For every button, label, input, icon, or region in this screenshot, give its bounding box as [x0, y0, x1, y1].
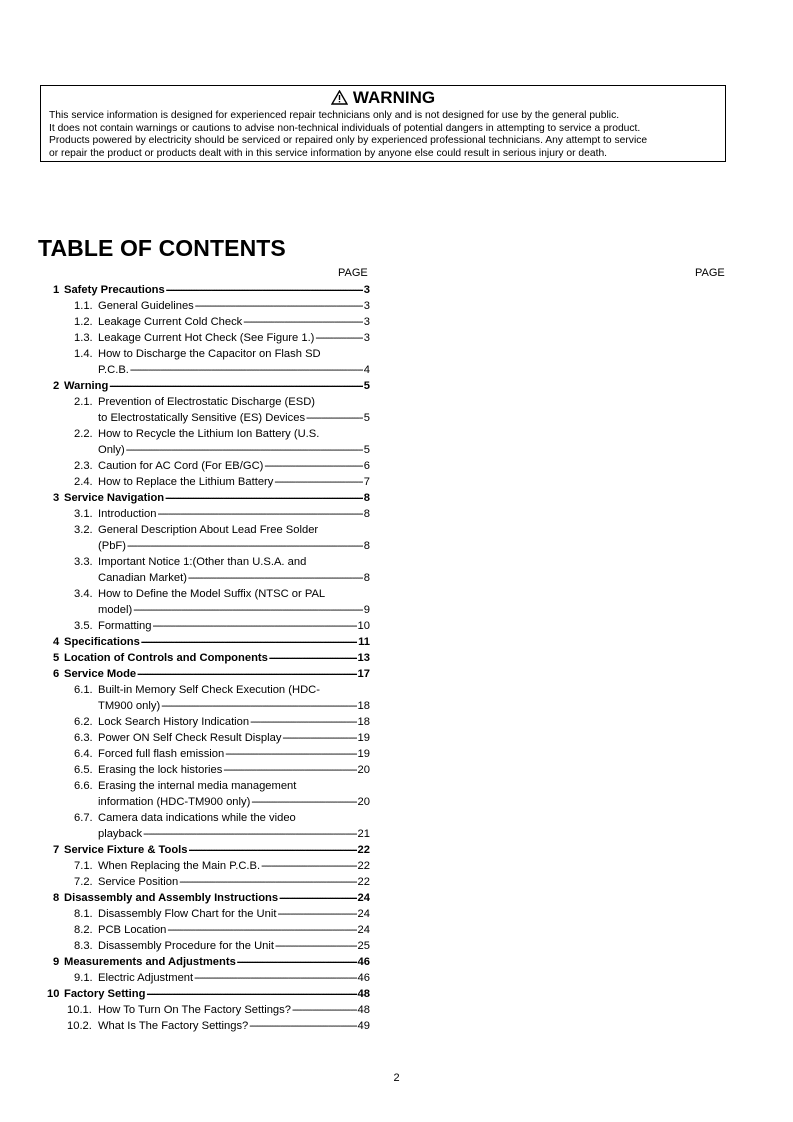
toc-entry-continuation[interactable]	[98, 698, 370, 714]
warning-triangle-icon	[331, 90, 348, 105]
toc-entry-page: 8	[363, 508, 370, 520]
toc-entry[interactable]	[74, 714, 370, 730]
toc-entry[interactable]	[67, 1002, 370, 1018]
dot-leader	[275, 938, 357, 954]
toc-entry-page: 20	[357, 796, 370, 808]
toc-entry[interactable]	[74, 762, 370, 778]
warning-line: This service information is designed for experienced repair technicians only and is not designed for use by the general public.	[49, 110, 620, 121]
toc-entry[interactable]	[74, 346, 370, 362]
toc-entry-title: Disassembly Flow Chart for the Unit	[98, 908, 277, 920]
toc-entry[interactable]	[53, 954, 370, 970]
toc-entry-title: Disassembly and Assembly Instructions	[64, 892, 279, 904]
toc-entry-continuation[interactable]	[98, 538, 370, 554]
toc-entry-number: 2	[53, 380, 60, 392]
toc-entry-title: How to Discharge the Capacitor on Flash SD	[98, 348, 321, 360]
toc-entry[interactable]	[74, 314, 370, 330]
toc-entry-number: 6.1.	[74, 684, 93, 696]
dot-leader	[274, 474, 362, 490]
dot-leader	[251, 794, 356, 810]
toc-entry[interactable]	[74, 858, 370, 874]
toc-entry-page: 3	[363, 300, 370, 312]
toc-entry-continuation[interactable]	[98, 794, 370, 810]
toc-entry-continuation[interactable]	[98, 826, 370, 842]
toc-entry[interactable]	[74, 778, 370, 794]
warning-heading	[41, 88, 725, 108]
toc-entry-continuation[interactable]	[98, 362, 370, 378]
warning-title: WARNING	[352, 88, 436, 107]
toc-entry-title-cont: Only)	[98, 444, 125, 456]
warning-line: Products powered by electricity should be serviced or repaired only by experienced professional technicians. Any attempt to service	[49, 135, 648, 147]
toc-entry-title: How to Define the Model Suffix (NTSC or PAL	[98, 588, 326, 600]
toc-entry-title: How to Recycle the Lithium Ion Battery (U.S.	[98, 428, 320, 440]
toc-entry[interactable]	[47, 986, 370, 1002]
toc-entry-page: 49	[357, 1020, 370, 1032]
toc-entry-page: 22	[357, 844, 370, 856]
toc-entry-page: 48	[357, 1004, 370, 1016]
toc-entry-title: Formatting	[98, 620, 152, 632]
toc-entry-title: Factory Setting	[64, 988, 146, 1000]
page-number: 2	[393, 1072, 400, 1084]
toc-entry-number: 3.1.	[74, 508, 93, 520]
toc-entry-title: Erasing the internal media management	[98, 780, 297, 792]
toc-entry-page: 5	[363, 412, 370, 424]
toc-entry-number: 8.2.	[74, 924, 93, 936]
toc-entry-page: 22	[357, 860, 370, 872]
toc-entry-number: 9	[53, 956, 60, 968]
dot-leader	[161, 698, 356, 714]
toc-entry-page: 17	[357, 668, 370, 680]
toc-entry-number: 6.5.	[74, 764, 93, 776]
toc-entry-page: 19	[357, 748, 370, 760]
toc-entry-number: 10	[47, 988, 60, 1000]
toc-entry-title-cont: (PbF)	[98, 540, 126, 552]
toc-entry[interactable]	[53, 490, 370, 506]
toc-entry-title: What Is The Factory Settings?	[98, 1020, 249, 1032]
toc-entry[interactable]	[74, 298, 370, 314]
toc-entry-title: Leakage Current Cold Check	[98, 316, 243, 328]
toc-entry-page: 5	[363, 444, 370, 456]
toc-entry-title: Service Mode	[64, 668, 137, 680]
toc-entry-title: Power ON Self Check Result Display	[98, 732, 282, 744]
toc-entry-page: 3	[363, 332, 370, 344]
dot-leader	[261, 858, 356, 874]
toc-entry[interactable]	[74, 426, 370, 442]
toc-entry-title: Caution for AC Cord (For EB/GC)	[98, 460, 264, 472]
toc-entry-page: 4	[363, 364, 370, 376]
toc-entry-title: Disassembly Procedure for the Unit	[98, 940, 274, 952]
toc-entry[interactable]	[74, 394, 370, 410]
toc-entry-page: 48	[357, 988, 370, 1000]
toc-entry-number: 9.1.	[74, 972, 93, 984]
dot-leader	[279, 890, 356, 906]
toc-entry-title: Important Notice 1:(Other than U.S.A. and	[98, 556, 307, 568]
toc-entry-title: Location of Controls and Components	[64, 652, 268, 664]
dot-leader	[167, 922, 356, 938]
toc-entry-title: Service Fixture & Tools	[64, 844, 188, 856]
toc-entry-title: Specifications	[64, 636, 140, 648]
dot-leader	[157, 506, 362, 522]
warning-box	[40, 85, 726, 162]
toc-entry-page: 11	[358, 636, 370, 648]
dot-leader	[152, 618, 356, 634]
toc-entry-title: When Replacing the Main P.C.B.	[98, 860, 261, 872]
toc-entry-title: Safety Precautions	[64, 284, 165, 296]
toc-entry-title: Introduction	[98, 508, 157, 520]
toc-entry[interactable]	[74, 938, 370, 954]
dot-leader	[195, 298, 363, 314]
dot-leader	[194, 970, 356, 986]
toc-entry-page: 5	[363, 380, 370, 392]
toc-entry-page: 6	[363, 460, 370, 472]
toc-entry-continuation[interactable]	[98, 442, 370, 458]
dot-leader	[179, 874, 356, 890]
toc-entry-continuation[interactable]	[98, 570, 370, 586]
warning-text	[49, 110, 647, 160]
toc-entry[interactable]	[74, 586, 370, 602]
toc-entry-page: 20	[357, 764, 370, 776]
toc-entry-number: 7	[53, 844, 60, 856]
dot-leader	[166, 282, 363, 298]
dot-leader	[188, 570, 363, 586]
toc-entry-number: 4	[53, 636, 60, 648]
toc-entry-number: 10.2.	[67, 1020, 92, 1032]
toc-entry[interactable]	[74, 682, 370, 698]
toc-entry-number: 3.2.	[74, 524, 93, 536]
toc-entry-title: Lock Search History Indication	[98, 716, 250, 728]
toc-entry-title: General Guidelines	[98, 300, 194, 312]
toc-entry-page: 18	[357, 700, 370, 712]
toc-entry-title: Forced full flash emission	[98, 748, 225, 760]
toc-entry-page: 8	[363, 540, 370, 552]
toc-entry-page: 46	[357, 972, 370, 984]
toc-entry-title: Erasing the lock histories	[98, 764, 223, 776]
toc-entry-page: 7	[363, 476, 370, 488]
toc-entry[interactable]	[74, 746, 370, 762]
dot-leader	[165, 490, 363, 506]
toc-entry-number: 8.1.	[74, 908, 93, 920]
toc-entry-number: 3.5.	[74, 620, 93, 632]
toc-entry-page: 46	[357, 956, 370, 968]
dot-leader	[250, 714, 356, 730]
dot-leader	[237, 954, 357, 970]
toc-entry[interactable]	[74, 474, 370, 490]
dot-leader	[292, 1002, 357, 1018]
toc-entry[interactable]	[74, 906, 370, 922]
toc-entry-number: 6.4.	[74, 748, 93, 760]
toc-entry[interactable]	[74, 810, 370, 826]
dot-leader	[306, 410, 363, 426]
toc-entry[interactable]	[53, 282, 370, 298]
toc-entry-title: PCB Location	[98, 924, 167, 936]
toc-entry-number: 1	[53, 284, 60, 296]
toc-entry-title: Electric Adjustment	[98, 972, 194, 984]
toc-entry-number: 6	[53, 668, 60, 680]
dot-leader	[141, 634, 357, 650]
page-column-header: PAGE	[338, 267, 368, 279]
toc-entry[interactable]	[53, 842, 370, 858]
toc-entry-number: 3.4.	[74, 588, 93, 600]
toc-entry-number: 2.2.	[74, 428, 93, 440]
dot-leader	[133, 602, 363, 618]
dot-leader	[127, 538, 363, 554]
toc-entry-title: Leakage Current Hot Check (See Figure 1.)	[98, 332, 315, 344]
toc-entry-title: Camera data indications while the video	[98, 812, 296, 824]
toc-entry-number: 5	[53, 652, 60, 664]
toc-entry-number: 10.1.	[67, 1004, 92, 1016]
toc-entry-title-cont: model)	[98, 604, 133, 616]
dot-leader	[189, 842, 357, 858]
dot-leader	[137, 666, 356, 682]
toc-entry-title: Measurements and Adjustments	[64, 956, 236, 968]
toc-entry-title-cont: to Electrostatically Sensitive (ES) Devices	[98, 412, 306, 424]
toc-entry-number: 3.3.	[74, 556, 93, 568]
toc-entry[interactable]	[74, 730, 370, 746]
toc-entry-number: 1.1.	[74, 300, 93, 312]
toc-entry-title: Prevention of Electrostatic Discharge (ESD)	[98, 396, 315, 408]
warning-line: or repair the product or products dealt with in this service information by anyone else could result in serious injury or death.	[49, 147, 608, 159]
toc-entry[interactable]	[53, 378, 370, 394]
toc-entry-number: 6.3.	[74, 732, 93, 744]
toc-entry[interactable]	[53, 666, 370, 682]
toc-entry[interactable]	[74, 922, 370, 938]
warning-line: It does not contain warnings or cautions to advise non-technical individuals of potential dangers in attempting to service a product.	[49, 122, 641, 134]
toc-entry-number: 1.4.	[74, 348, 93, 360]
toc-entry-number: 8	[53, 892, 60, 904]
toc-entry[interactable]	[74, 618, 370, 634]
toc-entry-continuation[interactable]	[98, 410, 370, 426]
dot-leader	[126, 442, 363, 458]
dot-leader	[264, 458, 362, 474]
toc-entry-number: 1.2.	[74, 316, 93, 328]
toc-entry-number: 7.2.	[74, 876, 93, 888]
toc-entry-title: Warning	[64, 380, 109, 392]
toc-entry[interactable]	[74, 554, 370, 570]
toc-entry-number: 2.4.	[74, 476, 93, 488]
toc-entry-page: 3	[363, 316, 370, 328]
toc-entry[interactable]	[74, 522, 370, 538]
toc-entry[interactable]	[74, 970, 370, 986]
toc-entry-title-cont: TM900 only)	[98, 700, 161, 712]
dot-leader	[130, 362, 363, 378]
toc-entry-page: 21	[357, 828, 370, 840]
toc-entry-title: How To Turn On The Factory Settings?	[98, 1004, 291, 1016]
toc-entry-number: 6.2.	[74, 716, 93, 728]
toc-entry-page: 24	[357, 892, 370, 904]
page-column-header: PAGE	[695, 267, 725, 279]
dot-leader	[223, 762, 356, 778]
toc-entry-title: Service Position	[98, 876, 179, 888]
toc-entry-page: 22	[357, 876, 370, 888]
dot-leader	[143, 826, 356, 842]
toc-title: TABLE OF CONTENTS	[38, 235, 286, 261]
toc-entry-page: 10	[357, 620, 370, 632]
toc-entry-title: Built-in Memory Self Check Execution (HDC-	[98, 684, 320, 696]
toc-entry-page: 25	[357, 940, 370, 952]
toc-entry-page: 24	[357, 908, 370, 920]
dot-leader	[277, 906, 356, 922]
toc-entry[interactable]	[74, 458, 370, 474]
toc-entry-number: 6.6.	[74, 780, 93, 792]
dot-leader	[249, 1018, 356, 1034]
toc-entry-continuation[interactable]	[98, 602, 370, 618]
toc-entry-number: 7.1.	[74, 860, 93, 872]
dot-leader	[269, 650, 357, 666]
toc-entry-page: 3	[363, 284, 370, 296]
dot-leader	[225, 746, 356, 762]
toc-entry-page: 8	[363, 572, 370, 584]
toc-entry[interactable]	[67, 1018, 370, 1034]
toc-entry-number: 2.1.	[74, 396, 93, 408]
toc-entry-number: 8.3.	[74, 940, 93, 952]
toc-entry[interactable]	[53, 890, 370, 906]
toc-entry-title: General Description About Lead Free Solder	[98, 524, 319, 536]
toc-entry-title: Service Navigation	[64, 492, 165, 504]
toc-entry-number: 3	[53, 492, 60, 504]
toc-entry[interactable]	[74, 330, 370, 346]
toc-entry-page: 18	[357, 716, 370, 728]
toc-entry[interactable]	[53, 634, 370, 650]
toc-entry-title-cont: information (HDC-TM900 only)	[98, 796, 251, 808]
toc-entry-page: 9	[363, 604, 370, 616]
dot-leader	[146, 986, 356, 1002]
dot-leader	[243, 314, 362, 330]
dot-leader	[109, 378, 362, 394]
toc-entry-title: How to Replace the Lithium Battery	[98, 476, 274, 488]
toc-entry[interactable]	[74, 506, 370, 522]
toc-entry-title-cont: Canadian Market)	[98, 572, 187, 584]
toc-entry-page: 13	[357, 652, 370, 664]
toc-entry[interactable]	[74, 874, 370, 890]
toc-entry-title-cont: P.C.B.	[98, 364, 129, 376]
toc-entry-page: 24	[357, 924, 370, 936]
dot-leader	[315, 330, 362, 346]
toc-entry-page: 8	[363, 492, 370, 504]
toc-entry-number: 6.7.	[74, 812, 93, 824]
toc-entry-page: 19	[357, 732, 370, 744]
toc-entry-title-cont: playback	[98, 828, 143, 840]
toc-entry-number: 1.3.	[74, 332, 93, 344]
toc-entry-number: 2.3.	[74, 460, 93, 472]
dot-leader	[282, 730, 356, 746]
toc-entry[interactable]	[53, 650, 370, 666]
